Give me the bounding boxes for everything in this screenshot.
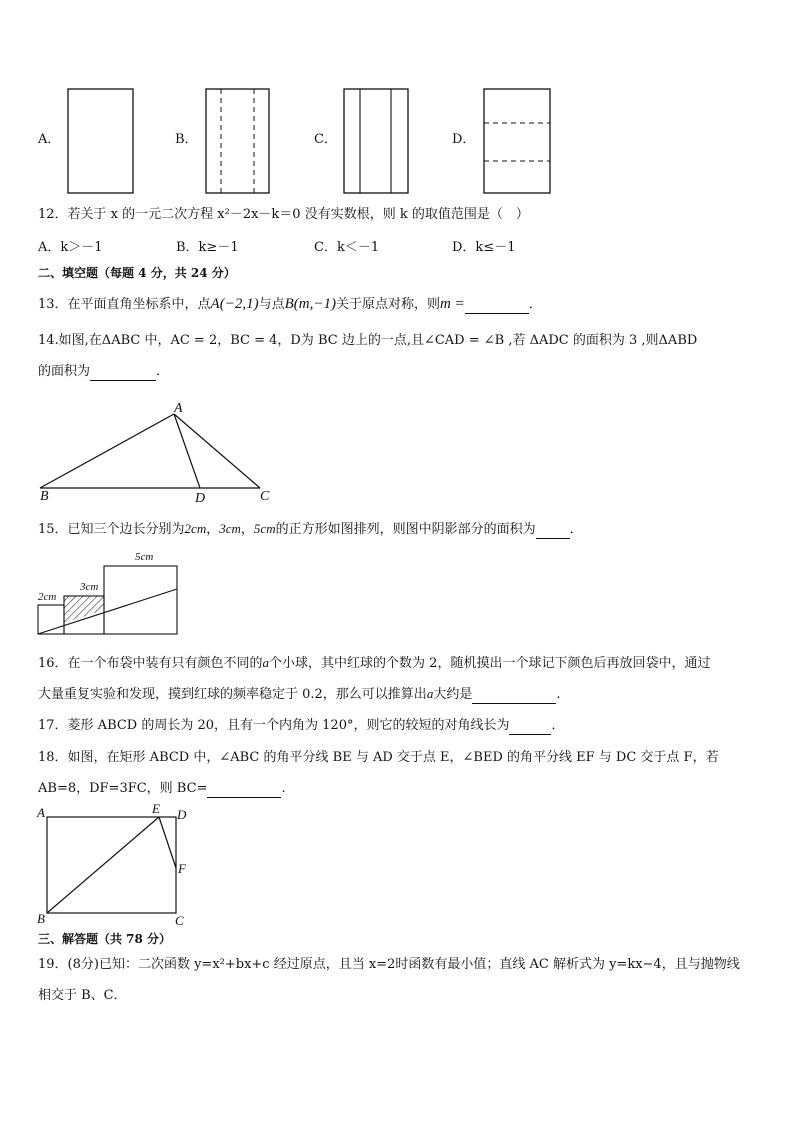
q18-label-c: C	[175, 913, 184, 928]
section-3-title: 三、解答题（共 78 分）	[38, 932, 172, 946]
q18-label-a: A	[37, 805, 45, 820]
q13-text: 13．在平面直角坐标系中，点A(−2,1)与点B(m,−1)关于原点对称，则m = ．	[38, 296, 542, 312]
option-b-label[interactable]: B．	[175, 132, 198, 147]
q12-option-c[interactable]: C．k＜－1	[314, 240, 380, 255]
q18-label-f: F	[178, 861, 186, 876]
q19-line1: 19．(8分)已知：二次函数 y=x²+bx+c 经过原点，且当 x=2时函数有最小值；直线 AC 解析式为 y=kx−4，且与抛物线	[38, 957, 740, 972]
q14-line1: 14.如图,在ΔABC 中，AC = 2，BC = 4，D为 BC 边上的一点,且∠CAD = ∠B ,若 ΔADC 的面积为 3 ,则ΔABD	[38, 333, 698, 348]
q18-label-b: B	[37, 911, 45, 926]
option-c-label[interactable]: C．	[314, 132, 337, 147]
q15-label-3cm: 3cm	[80, 581, 99, 593]
q18-label-e: E	[152, 801, 160, 816]
q15-label-2cm: 2cm	[38, 591, 57, 603]
q18-label-d: D	[177, 807, 187, 822]
q12-option-a[interactable]: A．k＞－1	[38, 240, 103, 255]
q15-text: 15．已知三个边长分别为2cm，3cm，5cm的正方形如图排列，则图中阴影部分的面积为 ．	[38, 521, 583, 537]
q14-label-c: C	[260, 489, 270, 504]
q12-option-d[interactable]: D．k≤－1	[452, 240, 516, 255]
q14-line2: 的面积为 ．	[38, 364, 170, 379]
q14-label-a: A	[174, 401, 183, 416]
q18-line1: 18．如图，在矩形 ABCD 中，∠ABC 的角平分线 BE 与 AD 交于点 E，∠BED 的角平分线 EF 与 DC 交于点 F，若	[38, 750, 719, 765]
q14-label-b: B	[40, 489, 49, 504]
q15-label-5cm: 5cm	[135, 551, 154, 563]
option-d-label[interactable]: D．	[452, 132, 476, 147]
section-2-title: 二、填空题（每题 4 分，共 24 分）	[38, 266, 236, 280]
q18-line2: AB=8，DF=3FC，则 BC= .	[38, 781, 286, 796]
q16-line1: 16．在一个布袋中装有只有颜色不同的a个小球，其中红球的个数为 2，随机摸出一个球记下颜色后再放回袋中，通过	[38, 655, 711, 671]
q16-line2: 大量重复实验和发现，摸到红球的频率稳定于 0.2，那么可以推算出a大约是 .	[38, 686, 561, 702]
q17-text: 17．菱形 ABCD 的周长为 20，且有一个内角为 120°，则它的较短的对角线长为 ．	[38, 718, 565, 733]
q14-label-d: D	[195, 491, 206, 506]
q12-option-b[interactable]: B．k≥－1	[176, 240, 239, 255]
q12-text: 12．若关于 x 的一元二次方程 x²－2x－k＝0 没有实数根，则 k 的取值范围是（ ）	[38, 207, 529, 222]
q19-line2: 相交于 B、C．	[38, 988, 127, 1003]
option-a-label[interactable]: A．	[38, 132, 61, 147]
